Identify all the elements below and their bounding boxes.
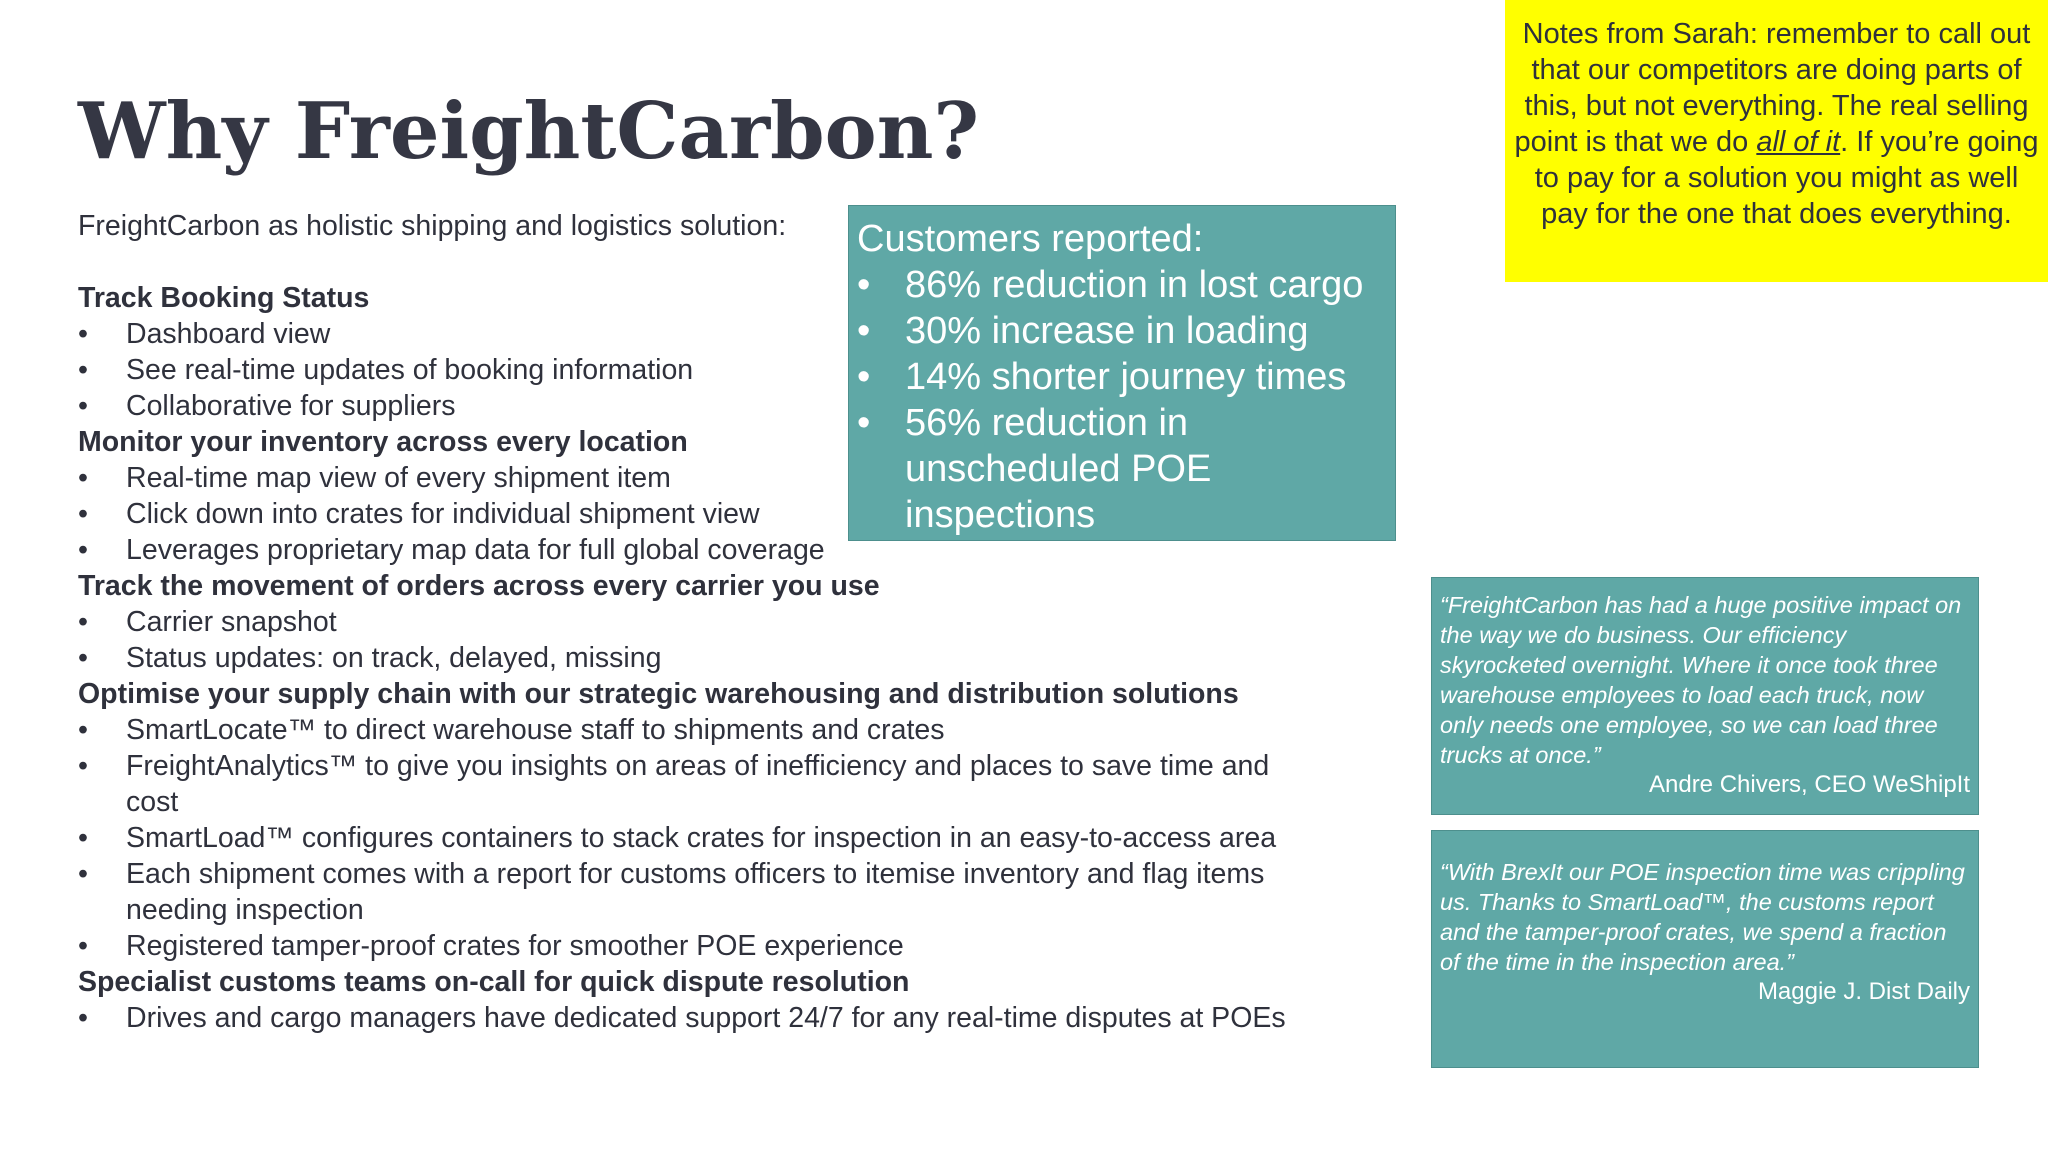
testimonial-card bbox=[1431, 830, 1979, 1068]
stat-item: • 30% increase in loading bbox=[857, 308, 1387, 354]
bullet-item: • See real-time updates of booking information bbox=[78, 352, 1328, 388]
section-heading: Monitor your inventory across every location bbox=[78, 426, 688, 458]
section-heading: Track Booking Status bbox=[78, 282, 370, 314]
bullet-item: • SmartLocate™ to direct warehouse staff to shipments and crates bbox=[78, 712, 1328, 748]
testimonial-attribution: Andre Chivers, CEO WeShipIt bbox=[1648, 771, 1970, 798]
stat-item: • 86% reduction in lost cargo bbox=[857, 262, 1387, 308]
testimonial-quote: “FreightCarbon has had a huge positive impact on the way we do business. Our efficiency skyrocketed overnight. Where it once took three warehouse employees to load each truck, now only needs one employee, so we can load three trucks at once.” bbox=[1440, 592, 1962, 768]
note-text-after: . If you’re going to pay for a solution you might as well pay for the one that does everything. bbox=[1534, 126, 2039, 230]
bullet-item: • FreightAnalytics™ to give you insights on areas of inefficiency and places to save time and cost bbox=[78, 748, 1328, 820]
sticky-note bbox=[1505, 0, 2048, 282]
note-text-before: Notes from Sarah: remember to call out that our competitors are doing parts of this, but not everything. The real selling point is that we do bbox=[1514, 18, 2031, 158]
bullet-item: • Drives and cargo managers have dedicated support 24/7 for any real-time disputes at POEs bbox=[78, 1000, 1328, 1036]
section-heading: Track the movement of orders across every carrier you use bbox=[78, 570, 880, 602]
note-emphasis: all of it bbox=[1756, 126, 1841, 158]
intro-text: FreightCarbon as holistic shipping and logistics solution: bbox=[78, 210, 787, 242]
bullet-item: • Dashboard view bbox=[78, 316, 1328, 352]
callout-heading: Customers reported: bbox=[857, 218, 1204, 260]
bullet-item: • Leverages proprietary map data for full global coverage bbox=[78, 532, 1328, 568]
bullet-item: • Collaborative for suppliers bbox=[78, 388, 1328, 424]
bullet-item: • Carrier snapshot bbox=[78, 604, 1328, 640]
customer-stats-callout bbox=[848, 205, 1396, 541]
testimonial-quote: “With BrexIt our POE inspection time was crippling us. Thanks to SmartLoad™, the customs report and the tamper-proof crates, we spend a fraction of the time in the inspection area.” bbox=[1440, 859, 1965, 975]
bullet-item: • SmartLoad™ configures containers to stack crates for inspection in an easy-to-access area bbox=[78, 820, 1328, 856]
bullet-item: • Registered tamper-proof crates for smoother POE experience bbox=[78, 928, 1328, 964]
bullet-item: • Each shipment comes with a report for customs officers to itemise inventory and flag items needing inspection bbox=[78, 856, 1328, 928]
bullet-item: • Click down into crates for individual shipment view bbox=[78, 496, 1328, 532]
section-heading: Specialist customs teams on-call for quick dispute resolution bbox=[78, 966, 910, 998]
bullet-item: • Status updates: on track, delayed, missing bbox=[78, 640, 1328, 676]
section-heading: Optimise your supply chain with our strategic warehousing and distribution solutions bbox=[78, 678, 1239, 710]
testimonial-card bbox=[1431, 577, 1979, 815]
slide-title: Why FreightCarbon? bbox=[78, 86, 980, 177]
testimonial-attribution: Maggie J. Dist Daily bbox=[1757, 978, 1970, 1005]
stat-item: • 56% reduction in unscheduled POE inspections bbox=[857, 400, 1387, 538]
bullet-item: • Real-time map view of every shipment item bbox=[78, 460, 1328, 496]
stat-item: • 14% shorter journey times bbox=[857, 354, 1387, 400]
